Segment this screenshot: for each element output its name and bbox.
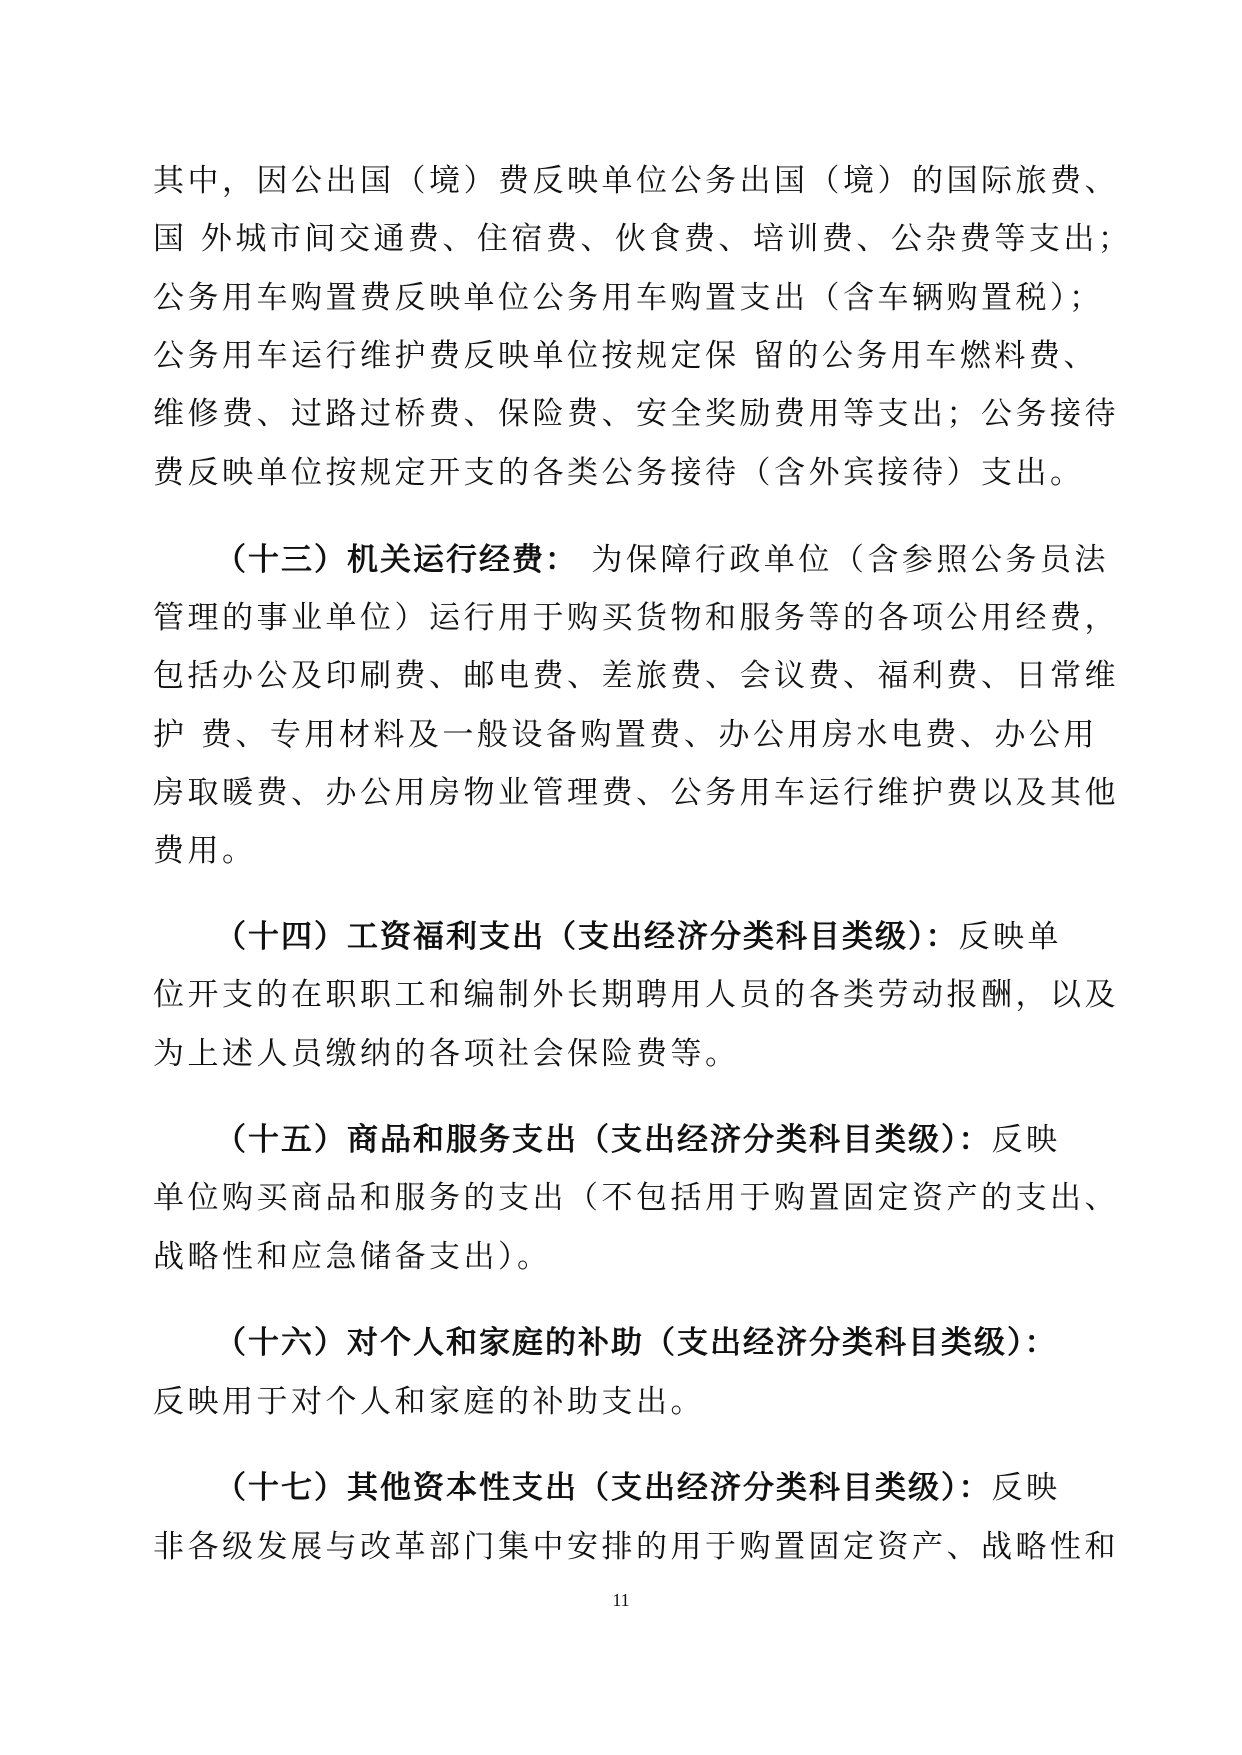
paragraph-line: 其中，因公出国（境）费反映单位公务出国（境）的国际旅费、	[153, 163, 1119, 199]
section-heading: （十五）商品和服务支出（支出经济分类科目类级）：	[215, 1122, 992, 1158]
paragraph-line: 战略性和应急储备支出）。	[153, 1239, 552, 1275]
paragraph-line: 为上述人员缴纳的各项社会保险费等。	[153, 1036, 740, 1072]
section-15-first-line	[215, 1120, 1155, 1160]
section-16-first-line	[215, 1323, 1155, 1363]
paragraph-line: 国 外城市间交通费、住宿费、伙食费、培训费、公杂费等支出；	[153, 221, 1133, 257]
paragraph-line: 维修费、过路过桥费、保险费、安全奖励费用等支出；公务接待	[153, 396, 1119, 432]
section-13-first-line	[215, 540, 1155, 580]
paragraph-line: 房取暖费、办公用房物业管理费、公务用车运行维护费以及其他	[153, 775, 1119, 811]
section-text: 反映单	[958, 919, 1062, 955]
section-17-first-line	[215, 1468, 1155, 1508]
paragraph-line: 非各级发展与改革部门集中安排的用于购置固定资产、战略性和	[153, 1529, 1119, 1565]
section-text: 反映	[991, 1122, 1061, 1158]
paragraph-line: 管理的事业单位）运行用于购买货物和服务等的各项公用经费，	[153, 600, 1119, 636]
paragraph-line: 护 费、专用材料及一般设备购置费、办公用房水电费、办公用	[153, 717, 1098, 753]
paragraph-line: 费用。	[153, 833, 257, 869]
paragraph-line: 公务用车购置费反映单位公务用车购置支出（含车辆购置税）；	[153, 280, 1104, 316]
paragraph-line: 反映用于对个人和家庭的补助支出。	[153, 1384, 705, 1420]
section-heading: （十三）机关运行经费：	[215, 542, 578, 578]
paragraph-line: 位开支的在职职工和编制外长期聘用人员的各类劳动报酬，以及	[153, 977, 1119, 1013]
section-heading: （十七）其他资本性支出（支出经济分类科目类级）：	[215, 1470, 992, 1506]
section-heading: （十六）对个人和家庭的补助（支出经济分类科目类级）：	[215, 1325, 1058, 1361]
paragraph-line: 单位购买商品和服务的支出（不包括用于购置固定资产的支出、	[153, 1180, 1119, 1216]
paragraph-line: 包括办公及印刷费、邮电费、差旅费、会议费、福利费、日常维	[153, 658, 1119, 694]
paragraph-line: 费反映单位按规定开支的各类公务接待（含外宾接待）支出。	[153, 455, 1085, 491]
section-text: 反映	[991, 1470, 1061, 1506]
section-text: 为保障行政单位（含参照公务员法	[578, 542, 1109, 578]
paragraph-line: 公务用车运行维护费反映单位按规定保 留的公务用车燃料费、	[153, 338, 1098, 374]
section-heading: （十四）工资福利支出（支出经济分类科目类级）：	[215, 919, 959, 955]
section-14-first-line	[215, 917, 1155, 957]
page-number: 11	[612, 1590, 630, 1610]
